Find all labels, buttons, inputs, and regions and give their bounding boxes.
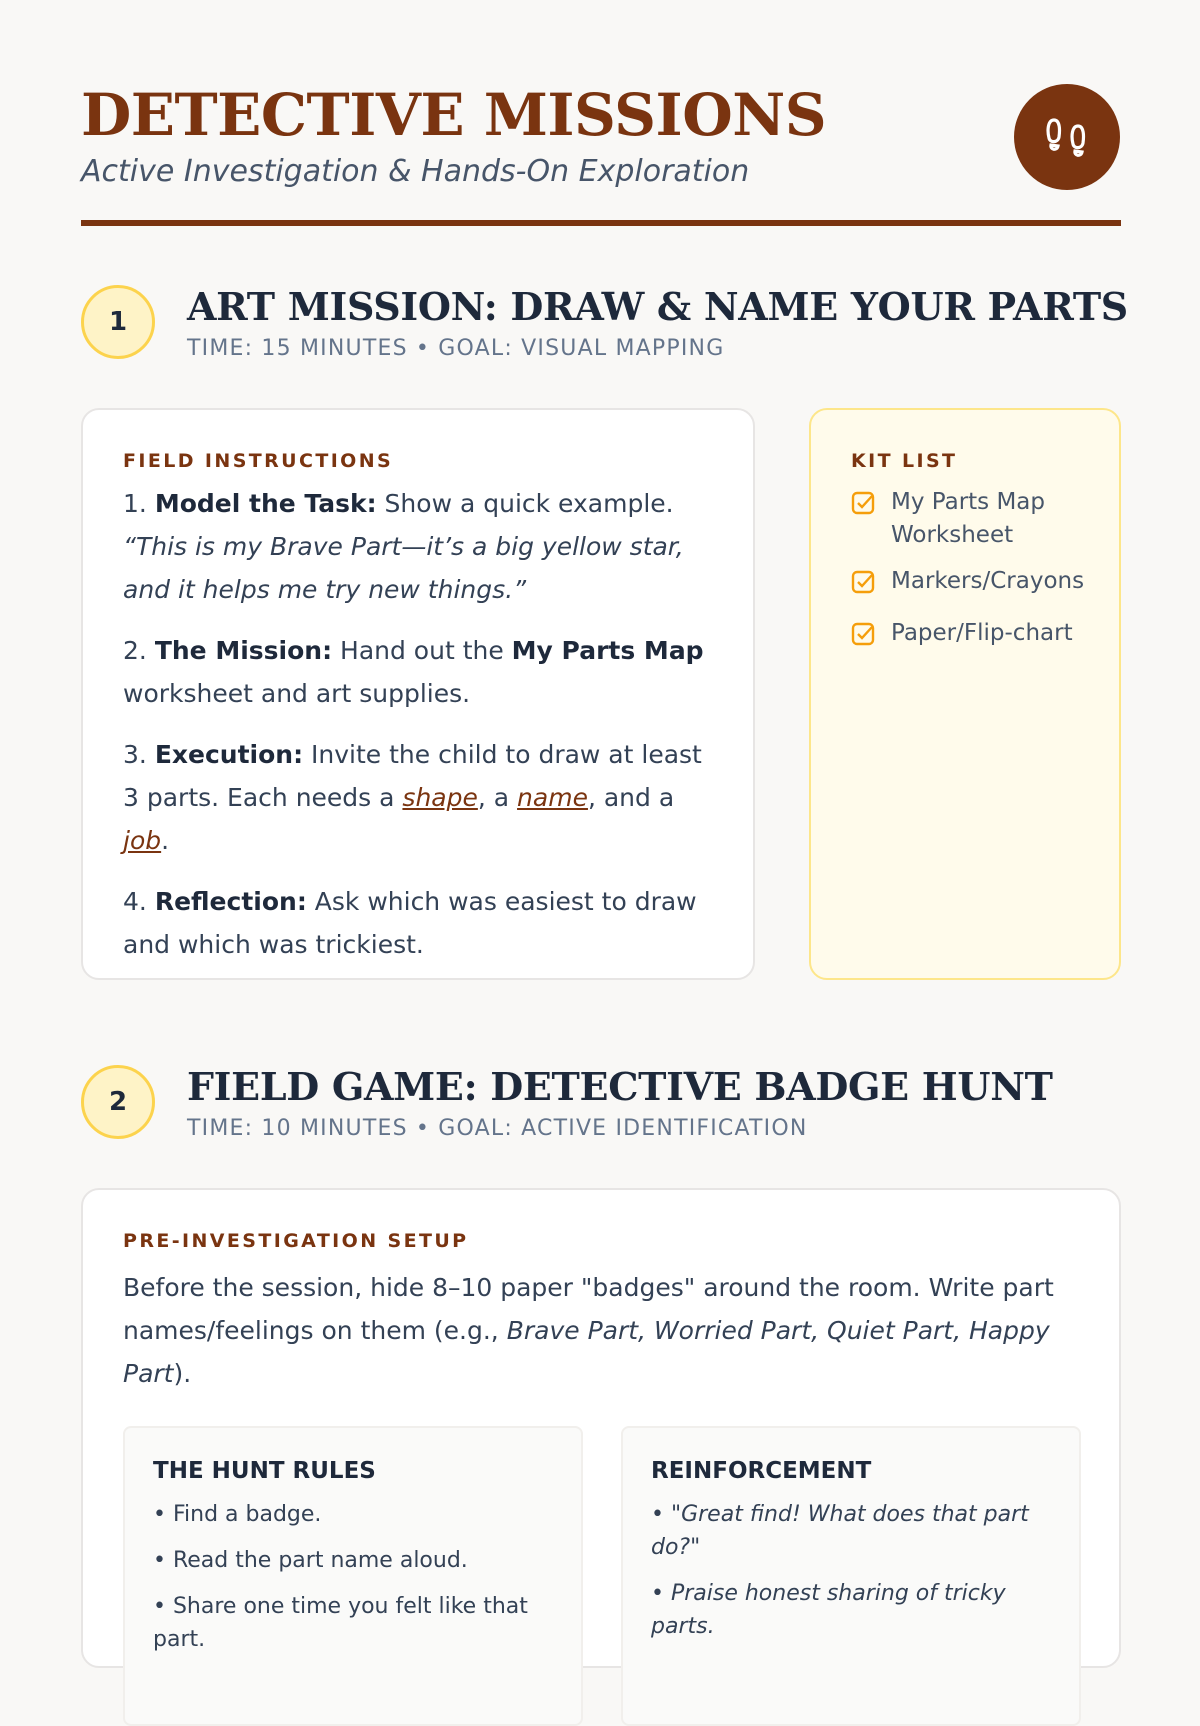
reinforcement-item: • Praise honest sharing of tricky parts. (651, 1581, 1006, 1639)
keyword-shape: shape (402, 783, 478, 812)
rule-item: • Share one time you felt like that part. (153, 1594, 528, 1652)
worksheet-name: My Parts Map (511, 636, 704, 665)
reinforcement-card (621, 1426, 1081, 1726)
header-divider (81, 220, 1121, 226)
reinforcement-item: • "Great find! What does that part do?" (651, 1502, 1029, 1560)
page-header (81, 80, 1121, 190)
section-1-meta: TIME: 15 MINUTES • GOAL: VISUAL MAPPING (187, 336, 725, 361)
step-text: Show a quick example. (376, 489, 674, 518)
step-1 (123, 482, 713, 611)
kit-item (851, 486, 1089, 552)
step-text: worksheet and art supplies. (123, 679, 471, 708)
step-3 (123, 733, 713, 862)
section-2-title: FIELD GAME: DETECTIVE BADGE HUNT (187, 1064, 1053, 1109)
checkbox-checked-icon (851, 622, 879, 656)
step-number: 1. (123, 489, 147, 518)
setup-label: PRE-INVESTIGATION SETUP (123, 1230, 469, 1252)
step-text: Hand out the (332, 636, 512, 665)
step-2 (123, 629, 713, 715)
step-text: Ask which was easiest to draw and which was trickiest. (123, 887, 697, 959)
step-text: , and a (587, 783, 675, 812)
page-subtitle: Active Investigation & Hands-On Exploration (81, 154, 750, 189)
checkbox-checked-icon (851, 570, 879, 604)
keyword-job: job (123, 826, 162, 855)
kit-list-label: KIT LIST (851, 450, 958, 472)
step-number: 4. (123, 887, 147, 916)
step-text: Invite the child to draw at least 3 parts. Each needs a (123, 740, 702, 812)
hunt-rules-title: THE HUNT RULES (153, 1458, 376, 1484)
step-lead: Model the Task: (154, 489, 377, 518)
section-2-number: 2 (81, 1065, 155, 1139)
kit-item-label: Markers/Crayons (891, 568, 1085, 594)
step-quote: “This is my Brave Part—it’s a big yellow star, and it helps me try new things.” (123, 532, 684, 604)
setup-text-part: ). (173, 1359, 192, 1388)
section-2-meta: TIME: 10 MINUTES • GOAL: ACTIVE IDENTIFICATION (187, 1116, 808, 1141)
step-number: 3. (123, 740, 147, 769)
instructions-label: FIELD INSTRUCTIONS (123, 450, 394, 472)
section-1-title: ART MISSION: DRAW & NAME YOUR PARTS (187, 284, 1128, 329)
reinforcement-title: REINFORCEMENT (651, 1458, 872, 1484)
step-4 (123, 880, 713, 966)
step-lead: The Mission: (154, 636, 333, 665)
setup-examples: Brave Part, Worried Part, Quiet Part, Happy Part (123, 1316, 1050, 1388)
badge-hunt-card (81, 1188, 1121, 1668)
step-lead: Execution: (154, 740, 304, 769)
step-text: , a (477, 783, 518, 812)
field-instructions-card (81, 408, 755, 980)
keyword-name: name (517, 783, 588, 812)
step-number: 2. (123, 636, 147, 665)
section-1-number: 1 (81, 285, 155, 359)
kit-item-label: Paper/Flip-chart (891, 620, 1073, 646)
setup-text-part: Before the session, hide 8–10 paper "badges" around the room. Write part names/feelings on them (e.g., (123, 1273, 1054, 1345)
step-lead: Reflection: (154, 887, 307, 916)
checkbox-checked-icon (851, 491, 879, 525)
kit-item (851, 617, 1089, 656)
page-title: DETECTIVE MISSIONS (81, 81, 827, 149)
footprints-icon (1014, 84, 1120, 190)
kit-item-label: My Parts Map Worksheet (891, 489, 1046, 548)
step-text: . (161, 826, 170, 855)
kit-list-card (809, 408, 1121, 980)
rule-item: • Find a badge. (153, 1502, 322, 1527)
rule-item: • Read the part name aloud. (153, 1548, 468, 1573)
hunt-rules-card (123, 1426, 583, 1726)
setup-text (123, 1266, 1079, 1395)
kit-item (851, 565, 1089, 604)
